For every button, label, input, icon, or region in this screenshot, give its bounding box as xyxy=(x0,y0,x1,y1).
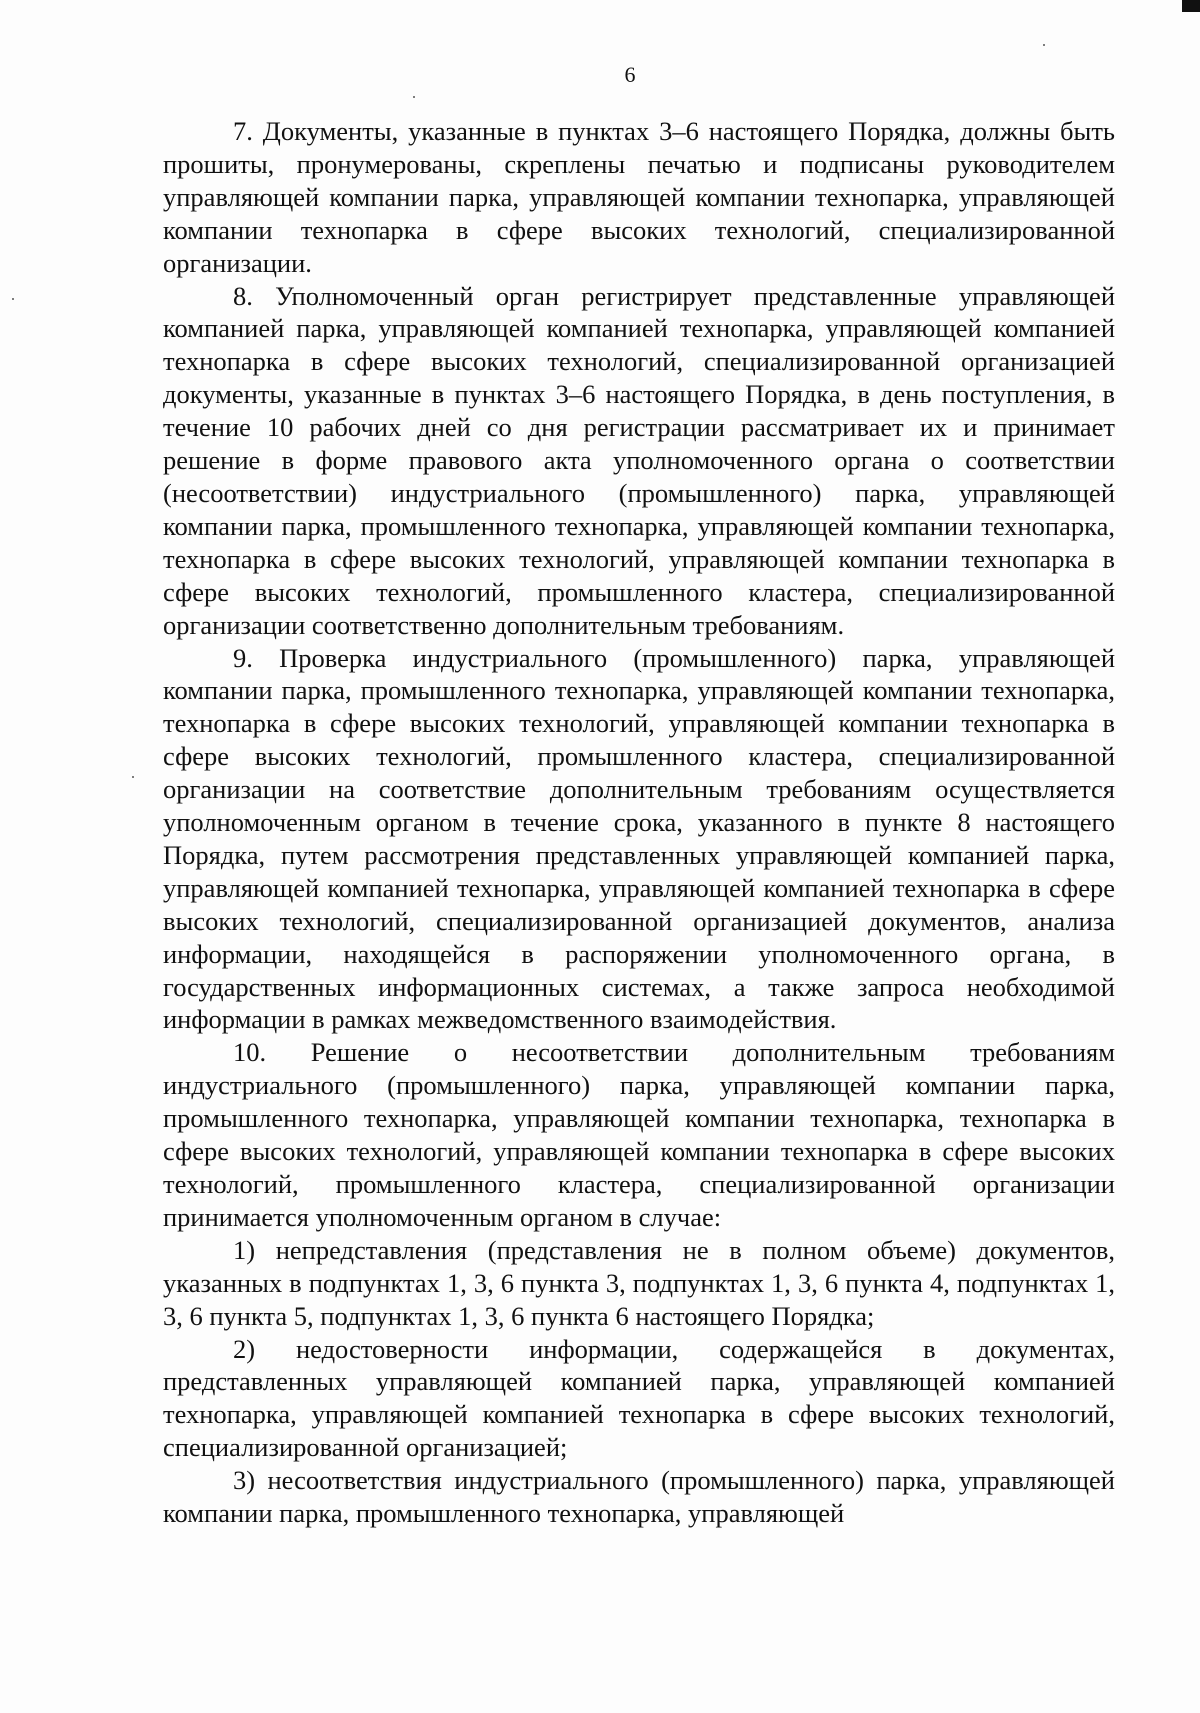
scan-corner-mark xyxy=(1182,0,1200,12)
paragraph-10: 10. Решение о несоответствии дополнительным требованиям индустриального (промышленного) парка, управляющей компании парка, промышленного технопарка, управляющей компании технопарка, технопарка в сфере высоких технологий, управляющей компании технопарка в сфере высоких технологий, промышленного кластера, специализированной организации принимается уполномоченным органом в случае: xyxy=(163,1037,1115,1232)
page-number: 6 xyxy=(624,62,636,87)
paragraph-7: 7. Документы, указанные в пунктах 3–6 настоящего Порядка, должны быть прошиты, пронумерованы, скреплены печатью и подписаны руководителем управляющей компании парка, управляющей компании технопарка, управляющей компании технопарка в сфере высоких технологий, специализированной организации. xyxy=(163,116,1115,278)
subitem-2: 2) недостоверности информации, содержащейся в документах, представленных управляющей компанией парка, управляющей компанией технопарка, управляющей компанией технопарка в сфере высоких технологий, специализированной организацией; xyxy=(163,1333,1115,1463)
scan-speck xyxy=(413,96,415,98)
scan-speck xyxy=(132,776,134,778)
document-body xyxy=(163,115,1115,1530)
scan-speck xyxy=(1043,44,1045,46)
paragraph-8: 8. Уполномоченный орган регистрирует представленные управляющей компанией парка, управляющей компанией технопарка, управляющей компанией технопарка в сфере высоких технологий, специализированной организацией документы, указанные в пунктах 3–6 настоящего Порядка, в день поступления, в течение 10 рабочих дней со дня регистрации рассматривает их и принимает решение в форме правового акта уполномоченного органа о соответствии (несоответствии) индустриального (промышленного) парка, управляющей компании парка, промышленного технопарка, управляющей компании технопарка, технопарка в сфере высоких технологий, управляющей компании технопарка в сфере высоких технологий, промышленного кластера, специализированной организации соответственно дополнительным требованиям. xyxy=(163,280,1115,640)
subitem-3: 3) несоответствия индустриального (промышленного) парка, управляющей компании парка, промышленного технопарка, управляющей xyxy=(163,1465,1115,1529)
scan-speck xyxy=(12,298,14,300)
subitem-1: 1) непредставления (представления не в полном объеме) документов, указанных в подпунктах 1, 3, 6 пункта 3, подпунктах 1, 3, 6 пункта 4, подпунктах 1, 3, 6 пункта 5, подпунктах 1, 3, 6 пункта 6 настоящего Порядка; xyxy=(163,1234,1115,1331)
paragraph-9: 9. Проверка индустриального (промышленного) парка, управляющей компании парка, промышленного технопарка, управляющей компании технопарка, технопарка в сфере высоких технологий, управляющей компании технопарка в сфере высоких технологий, промышленного кластера, специализированной организации на соответствие дополнительным требованиям осуществляется уполномоченным органом в течение срока, указанного в пункте 8 настоящего Порядка, путем рассмотрения представленных управляющей компанией парка, управляющей компанией технопарка, управляющей компанией технопарка в сфере высоких технологий, специализированной организацией документов, анализа информации, находящейся в распоряжении уполномоченного органа, в государственных информационных системах, а также запроса необходимой информации в рамках межведомственного взаимодействия. xyxy=(163,642,1115,1035)
